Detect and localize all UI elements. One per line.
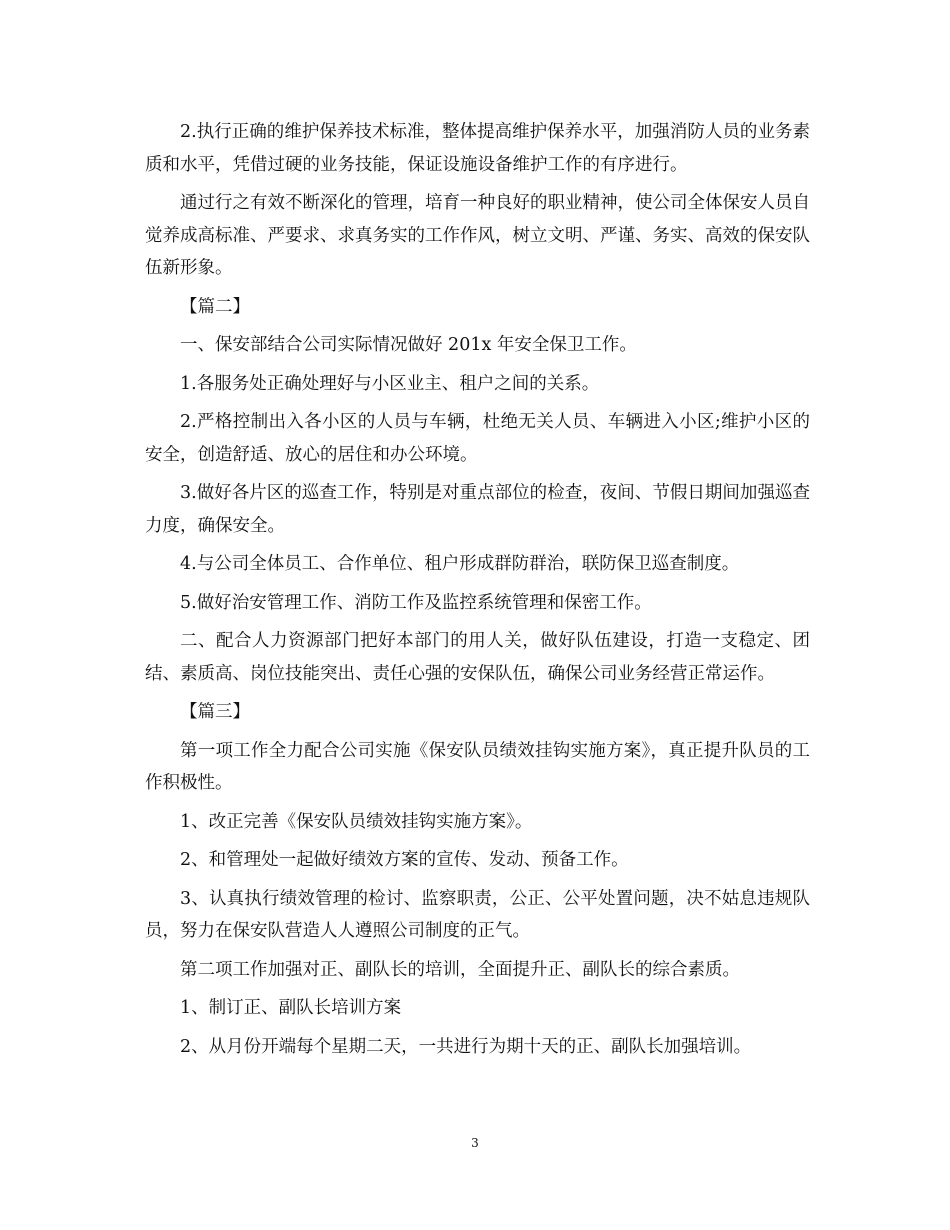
paragraph: 1、制订正、副队长培训方案 xyxy=(180,998,402,1018)
paragraph: 2、和管理处一起做好绩效方案的宣传、发动、预备工作。 xyxy=(180,850,629,870)
document-body xyxy=(145,116,810,1069)
paragraph: 二、配合人力资源部门把好本部门的用人关，做好队伍建设，打造一支稳定、团结、素质高、岗位技能突出、责任心强的安保队伍，确保公司业务经营正常运作。 xyxy=(145,631,810,684)
paragraph: 通过行之有效不断深化的管理，培育一种良好的职业精神，使公司全体保安人员自觉养成高标准、严要求、求真务实的工作作风，树立文明、严谨、务实、高效的保安队伍新形象。 xyxy=(145,193,810,278)
paragraph: 2.严格控制出入各小区的人员与车辆，杜绝无关人员、车辆进入小区;维护小区的安全，创造舒适、放心的居住和办公环境。 xyxy=(145,412,810,465)
paragraph: 1.各服务处正确处理好与小区业主、租户之间的关系。 xyxy=(180,373,600,394)
paragraph: 第二项工作加强对正、副队长的培训，全面提升正、副队长的综合素质。 xyxy=(180,959,740,980)
page-number: 3 xyxy=(471,1136,479,1150)
paragraph: 2.执行正确的维护保养技术标准，整体提高维护保养水平，加强消防人员的业务素质和水平，凭借过硬的业务技能，保证设施设备维护工作的有序进行。 xyxy=(145,122,810,175)
paragraph: 3.做好各片区的巡查工作，特别是对重点部位的检查，夜间、节假日期间加强巡查力度，确保安全。 xyxy=(145,483,810,536)
paragraph: 5.做好治安管理工作、消防工作及监控系统管理和保密工作。 xyxy=(180,592,652,613)
section-heading: 【篇二】 xyxy=(180,296,250,317)
section-heading: 【篇三】 xyxy=(180,702,250,722)
paragraph: 3、认真执行绩效管理的检讨、监察职责，公正、公平处置问题，决不姑息违规队员，努力在保安队营造人人遵照公司制度的正气。 xyxy=(145,888,810,941)
paragraph: 2、从月份开端每个星期二天，一共进行为期十天的正、副队长加强培训。 xyxy=(180,1036,752,1057)
paragraph: 第一项工作全力配合公司实施《保安队员绩效挂钩实施方案》，真正提升队员的工作积极性。 xyxy=(145,740,810,793)
paragraph: 4.与公司全体员工、合作单位、租户形成群防群治，联防保卫巡查制度。 xyxy=(180,554,740,574)
paragraph: 1、改正完善《保安队员绩效挂钩实施方案》。 xyxy=(180,811,533,832)
paragraph: 一、保安部结合公司实际情况做好 201x 年安全保卫工作。 xyxy=(180,335,637,355)
